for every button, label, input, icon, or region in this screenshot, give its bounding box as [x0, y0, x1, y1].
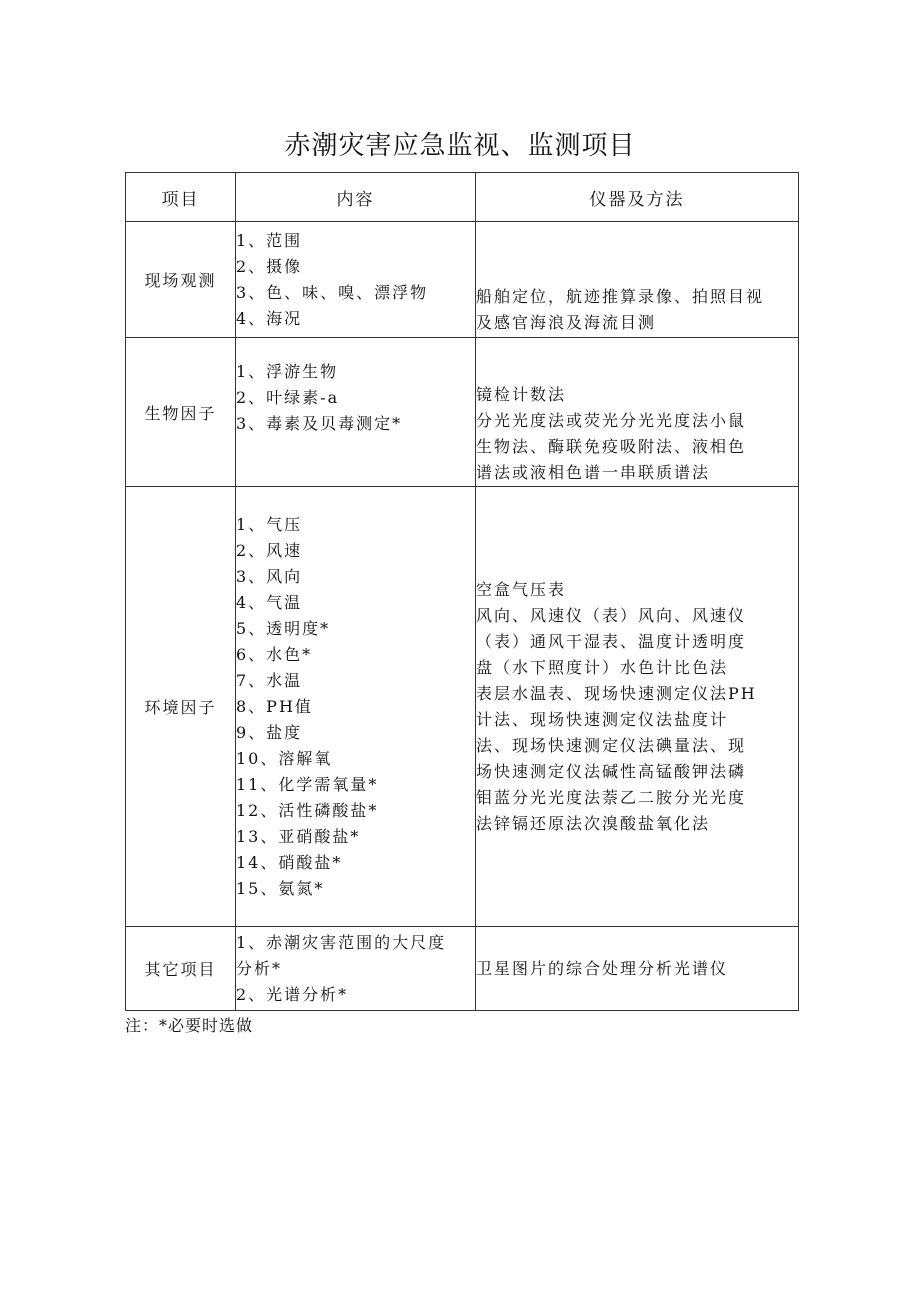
content-line: 2、叶绿素-a: [236, 388, 340, 407]
row-method: [476, 487, 799, 927]
table-row: [126, 487, 799, 927]
row-content: [236, 487, 476, 927]
method-line: 镜检计数法: [476, 385, 567, 404]
content-line: 12、活性磷酸盐*: [236, 800, 379, 820]
row-content: [236, 222, 476, 338]
method-line: 法锌镉还原法次溴酸盐氧化法: [476, 813, 711, 833]
method-line: 盘（水下照度计）水色计比色法: [476, 657, 729, 677]
content-line: 1、范围: [236, 230, 303, 250]
method-line: 及感官海浪及海流目测: [476, 313, 657, 332]
table-header-row: [126, 173, 799, 222]
method-line: 钼蓝分光光度法萘乙二胺分光光度: [476, 787, 747, 807]
content-line: 8、PH值: [236, 696, 313, 716]
monitoring-table: [125, 172, 799, 1011]
content-line: 2、光谱分析*: [236, 984, 349, 1004]
content-line: 3、毒素及贝毒测定*: [236, 414, 403, 433]
content-line: 3、风向: [236, 566, 303, 586]
content-line: 13、亚硝酸盐*: [236, 826, 361, 846]
content-line: 分析*: [236, 958, 283, 978]
method-line: 计法、现场快速测定仪法盐度计: [476, 709, 729, 729]
method-line: 船舶定位，航迹推算录像、拍照目视: [476, 287, 765, 306]
content-line: 6、水色*: [236, 644, 313, 664]
row-item: 环境因子: [126, 487, 236, 927]
method-line: 法、现场快速测定仪法碘量法、现: [476, 735, 747, 755]
row-method: [476, 927, 799, 1011]
row-item: 生物因子: [126, 338, 236, 487]
table-row: [126, 222, 799, 338]
table-row: [126, 927, 799, 1011]
method-line: 风向、风速仪（表）风向、风速仪: [476, 605, 747, 625]
row-content: [236, 927, 476, 1011]
content-line: 9、盐度: [236, 722, 303, 742]
content-line: 1、浮游生物: [236, 362, 339, 381]
content-line: 7、水温: [236, 670, 303, 690]
method-line: 分光光度法或荧光分光光度法小鼠: [476, 411, 747, 430]
content-line: 1、赤潮灾害范围的大尺度: [236, 932, 447, 952]
header-method: 仪器及方法: [476, 173, 799, 222]
method-line: 谱法或液相色谱一串联质谱法: [476, 463, 711, 482]
content-line: 2、摄像: [236, 256, 303, 276]
row-method: [476, 338, 799, 487]
content-line: 2、风速: [236, 540, 303, 560]
content-line: 3、色、味、嗅、漂浮物: [236, 282, 429, 302]
footnote: 注：*必要时选做: [125, 1016, 254, 1035]
method-line: 表层水温表、现场快速测定仪法PH: [476, 683, 757, 703]
content-line: 1、气压: [236, 514, 303, 534]
method-line: 空盒气压表: [476, 579, 567, 599]
row-item: 现场观测: [126, 222, 236, 338]
method-line: 卫星图片的综合处理分析光谱仪: [476, 958, 729, 978]
table-row: [126, 338, 799, 487]
content-line: 15、氨氮*: [236, 878, 325, 898]
header-item: 项目: [126, 173, 236, 222]
method-line: （表）通风干湿表、温度计透明度: [476, 631, 747, 651]
content-line: 14、硝酸盐*: [236, 852, 343, 872]
content-line: 10、溶解氧: [236, 748, 333, 768]
page-title: 赤潮灾害应急监视、监测项目: [284, 131, 636, 161]
method-line: 生物法、酶联免疫吸附法、液相色: [476, 437, 747, 456]
method-line: 场快速测定仪法碱性高锰酸钾法磷: [476, 761, 747, 781]
content-line: 5、透明度*: [236, 618, 331, 638]
content-line: 4、海况: [236, 308, 303, 328]
row-item: 其它项目: [126, 927, 236, 1011]
content-line: 11、化学需氧量*: [236, 774, 379, 794]
header-content: 内容: [236, 173, 476, 222]
content-line: 4、气温: [236, 592, 303, 612]
row-content: [236, 338, 476, 487]
row-method: [476, 222, 799, 338]
